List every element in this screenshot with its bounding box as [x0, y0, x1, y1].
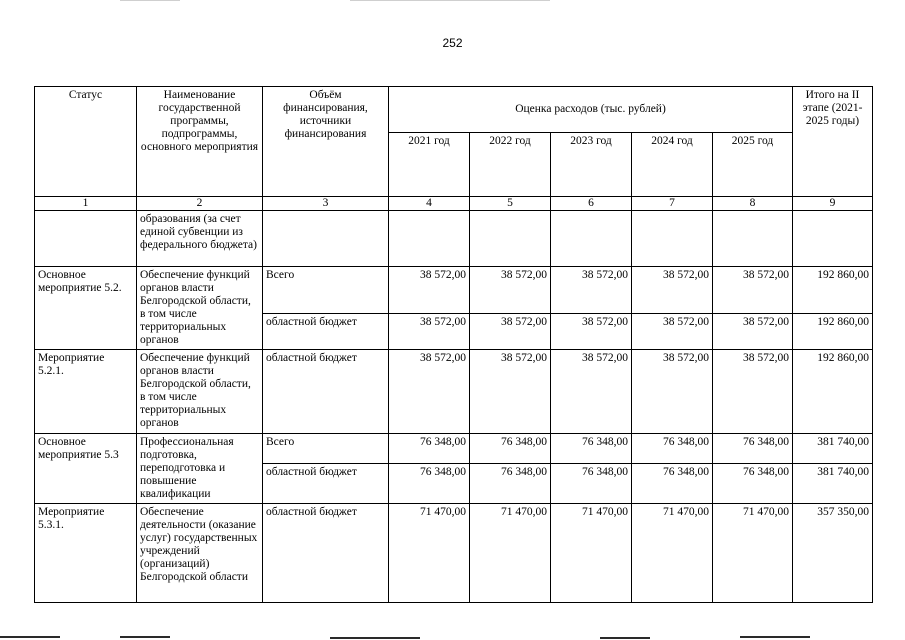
row-status: Основное мероприятие 5.2. — [35, 267, 137, 350]
row-value: 38 572,00 — [551, 313, 632, 349]
row-status: Мероприятие 5.3.1. — [35, 504, 137, 603]
table-row — [35, 211, 873, 267]
row-value: 38 572,00 — [470, 313, 551, 349]
scan-artifact-bottom — [600, 637, 650, 639]
header-year: 2021 год — [389, 133, 470, 197]
column-number: 4 — [389, 197, 470, 211]
row-value: 38 572,00 — [713, 267, 793, 314]
continuation-text: образования (за счет единой субвенции из федерального бюджета) — [137, 211, 263, 267]
row-value: 38 572,00 — [551, 350, 632, 434]
column-number: 7 — [632, 197, 713, 211]
row-value: 38 572,00 — [389, 313, 470, 349]
row-value: 71 470,00 — [713, 504, 793, 603]
row-value: 38 572,00 — [389, 267, 470, 314]
row-source: областной бюджет — [263, 464, 389, 504]
row-value: 71 470,00 — [389, 504, 470, 603]
row-status: Мероприятие 5.2.1. — [35, 350, 137, 434]
row-value: 38 572,00 — [632, 350, 713, 434]
column-number: 3 — [263, 197, 389, 211]
row-name: Обеспечение функций органов власти Белгородской области, в том числе территориальных органов — [137, 267, 263, 350]
row-name: Обеспечение деятельности (оказание услуг) государственных учреждений (организаций) Белгородской области — [137, 504, 263, 603]
row-value: 71 470,00 — [551, 504, 632, 603]
row-value: 76 348,00 — [551, 434, 632, 464]
column-number-row — [35, 197, 873, 211]
row-total: 381 740,00 — [793, 434, 873, 464]
row-value: 76 348,00 — [713, 464, 793, 504]
page-number: 252 — [442, 36, 463, 50]
row-total: 192 860,00 — [793, 267, 873, 314]
row-value: 76 348,00 — [551, 464, 632, 504]
column-number: 8 — [713, 197, 793, 211]
table-row — [35, 350, 873, 434]
row-source: областной бюджет — [263, 350, 389, 434]
row-name: Обеспечение функций органов власти Белгородской области, в том числе территориальных органов — [137, 350, 263, 434]
table-row — [35, 434, 873, 464]
scan-artifact-top — [120, 0, 180, 1]
row-value: 76 348,00 — [470, 464, 551, 504]
row-value: 38 572,00 — [470, 350, 551, 434]
column-number: 1 — [35, 197, 137, 211]
header-total: Итого на II этапе (2021-2025 годы) — [793, 87, 873, 197]
row-source: Всего — [263, 434, 389, 464]
row-total: 381 740,00 — [793, 464, 873, 504]
header-year: 2022 год — [470, 133, 551, 197]
row-value: 38 572,00 — [551, 267, 632, 314]
row-source: Всего — [263, 267, 389, 314]
header-year: 2025 год — [713, 133, 793, 197]
scan-artifact-bottom — [0, 636, 60, 638]
row-value: 38 572,00 — [632, 267, 713, 314]
row-value: 38 572,00 — [389, 350, 470, 434]
header-estimate: Оценка расходов (тыс. рублей) — [389, 87, 793, 133]
scan-artifact-bottom — [740, 636, 810, 638]
header-program-name: Наименование государственной программы, подпрограммы, основного мероприятия — [137, 87, 263, 197]
row-value: 38 572,00 — [632, 313, 713, 349]
header-year: 2023 год — [551, 133, 632, 197]
row-value: 38 572,00 — [713, 350, 793, 434]
row-total: 192 860,00 — [793, 313, 873, 349]
row-total: 192 860,00 — [793, 350, 873, 434]
header-financing: Объём финансирования, источники финансирования — [263, 87, 389, 197]
row-value: 76 348,00 — [389, 434, 470, 464]
row-value: 71 470,00 — [470, 504, 551, 603]
column-number: 2 — [137, 197, 263, 211]
column-number: 5 — [470, 197, 551, 211]
scan-artifact-bottom — [120, 636, 170, 638]
row-source: областной бюджет — [263, 313, 389, 349]
row-value: 76 348,00 — [632, 464, 713, 504]
row-value: 76 348,00 — [389, 464, 470, 504]
row-value: 71 470,00 — [632, 504, 713, 603]
scan-artifact-top — [350, 0, 550, 1]
header-year: 2024 год — [632, 133, 713, 197]
header-status: Статус — [35, 87, 137, 197]
table-row — [35, 267, 873, 314]
budget-table — [34, 86, 873, 603]
column-number: 6 — [551, 197, 632, 211]
row-value: 76 348,00 — [713, 434, 793, 464]
row-status: Основное мероприятие 5.3 — [35, 434, 137, 504]
row-value: 38 572,00 — [470, 267, 551, 314]
table-row — [35, 504, 873, 603]
row-value: 76 348,00 — [470, 434, 551, 464]
row-source: областной бюджет — [263, 504, 389, 603]
row-total: 357 350,00 — [793, 504, 873, 603]
column-number: 9 — [793, 197, 873, 211]
row-name: Профессиональная подготовка, переподготовка и повышение квалификации — [137, 434, 263, 504]
scan-artifact-bottom — [330, 637, 420, 639]
row-value: 76 348,00 — [632, 434, 713, 464]
row-value: 38 572,00 — [713, 313, 793, 349]
